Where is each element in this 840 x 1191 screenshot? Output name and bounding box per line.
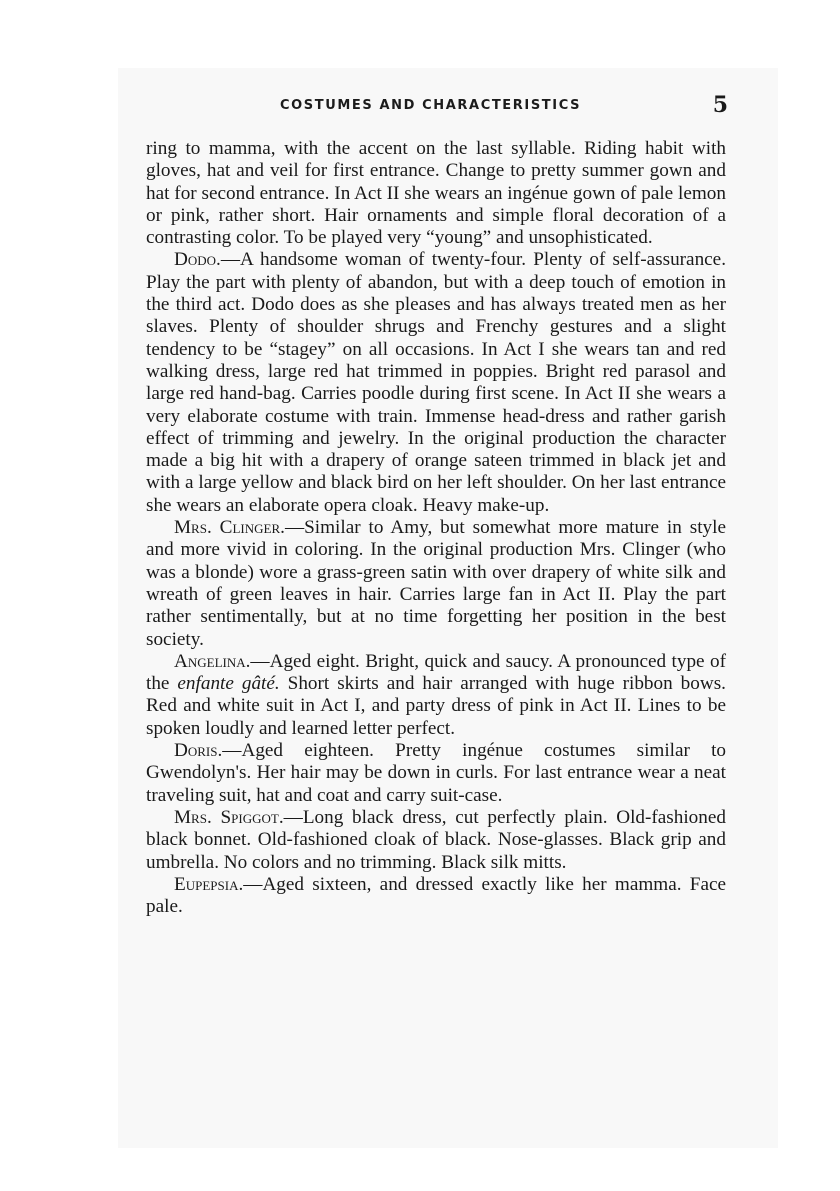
body-text bbox=[146, 138, 726, 918]
paragraph-mrs-clinger bbox=[146, 517, 726, 651]
character-name: Dodo. bbox=[174, 249, 221, 271]
character-name: Mrs. Spiggot. bbox=[174, 806, 284, 828]
paragraph-angelina bbox=[146, 651, 726, 740]
paragraph-text: —Aged eight. Bright, quick and saucy. A pronounced type of the bbox=[146, 650, 726, 695]
paragraph-mrs-spiggot bbox=[146, 807, 726, 874]
paragraph-doris bbox=[146, 740, 726, 807]
paragraph-text: ring to mamma, with the accent on the last syllable. Riding habit with gloves, hat and veil for first entrance. Change to pretty summer gown and hat for second entrance. In Act II she wears an ingénue gown of pale lemon or pink, rather short. Hair ornaments and simple floral decoration of a contrasting color. To be played very “young” and unsophisticated. bbox=[146, 138, 726, 249]
paragraph-text: —Aged eighteen. Pretty ingénue costumes similar to Gwendolyn's. Her hair may be down in curls. For last entrance wear a neat traveling suit, hat and coat and carry suit-case. bbox=[146, 740, 726, 806]
paragraph-dodo bbox=[146, 249, 726, 517]
paragraph-text: —A handsome woman of twenty-four. Plenty of self-assurance. Play the part with plenty of abandon, but with a deep touch of emotion in the third act. Dodo does as she pleases and has always treated men as her slaves. Plenty of shoulder shrugs and Frenchy gestures and a slight tendency to be “stagey” on all occasions. In Act I she wears tan and red walking dress, large red hat trimmed in poppies. Bright red parasol and large red hand-bag. Carries poodle during first scene. In Act II she wears a very elaborate costume with train. Immense head-dress and rather garish effect of trimming and jewelry. In the original production the character made a big hit with a drapery of orange sateen trimmed in black jet and with a large yellow and black bird on her left shoulder. On her last entrance she wears an elaborate opera cloak. Heavy make-up. bbox=[146, 249, 726, 516]
character-name: Mrs. Clinger. bbox=[174, 517, 285, 539]
paragraph-text: —Similar to Amy, but somewhat more mature in style and more vivid in coloring. In the original production Mrs. Clinger (who was a blonde) wore a grass-green satin with over drapery of white silk and wreath of green leaves in hair. Carries large fan in Act II. Play the part rather sentimentally, but at no time forgetting her position in the best society. bbox=[146, 517, 726, 650]
italic-phrase: enfante gâté. bbox=[177, 673, 280, 695]
running-head bbox=[148, 94, 728, 120]
paragraph-text: —Long black dress, cut perfectly plain. Old-fashioned black bonnet. Old-fashioned cloak of black. Nose-glasses. Black grip and umbrella. No colors and no trimming. Black silk mitts. bbox=[146, 806, 726, 873]
character-name: Eupepsia. bbox=[174, 873, 244, 895]
character-name: Doris. bbox=[174, 740, 223, 762]
header-title: COSTUMES AND CHARACTERISTICS bbox=[280, 98, 582, 113]
paragraph-eupepsia bbox=[146, 874, 726, 919]
character-name: Angelina. bbox=[174, 650, 251, 672]
paragraph-text: —Aged sixteen, and dressed exactly like her mamma. Face pale. bbox=[146, 873, 726, 918]
page-number: 5 bbox=[712, 92, 728, 118]
paragraph-amy-continued bbox=[146, 138, 726, 249]
paragraph-text: Short skirts and hair arranged with huge ribbon bows. Red and white suit in Act I, and party dress of pink in Act II. Lines to be spoken loudly and learned letter perfect. bbox=[146, 673, 726, 739]
